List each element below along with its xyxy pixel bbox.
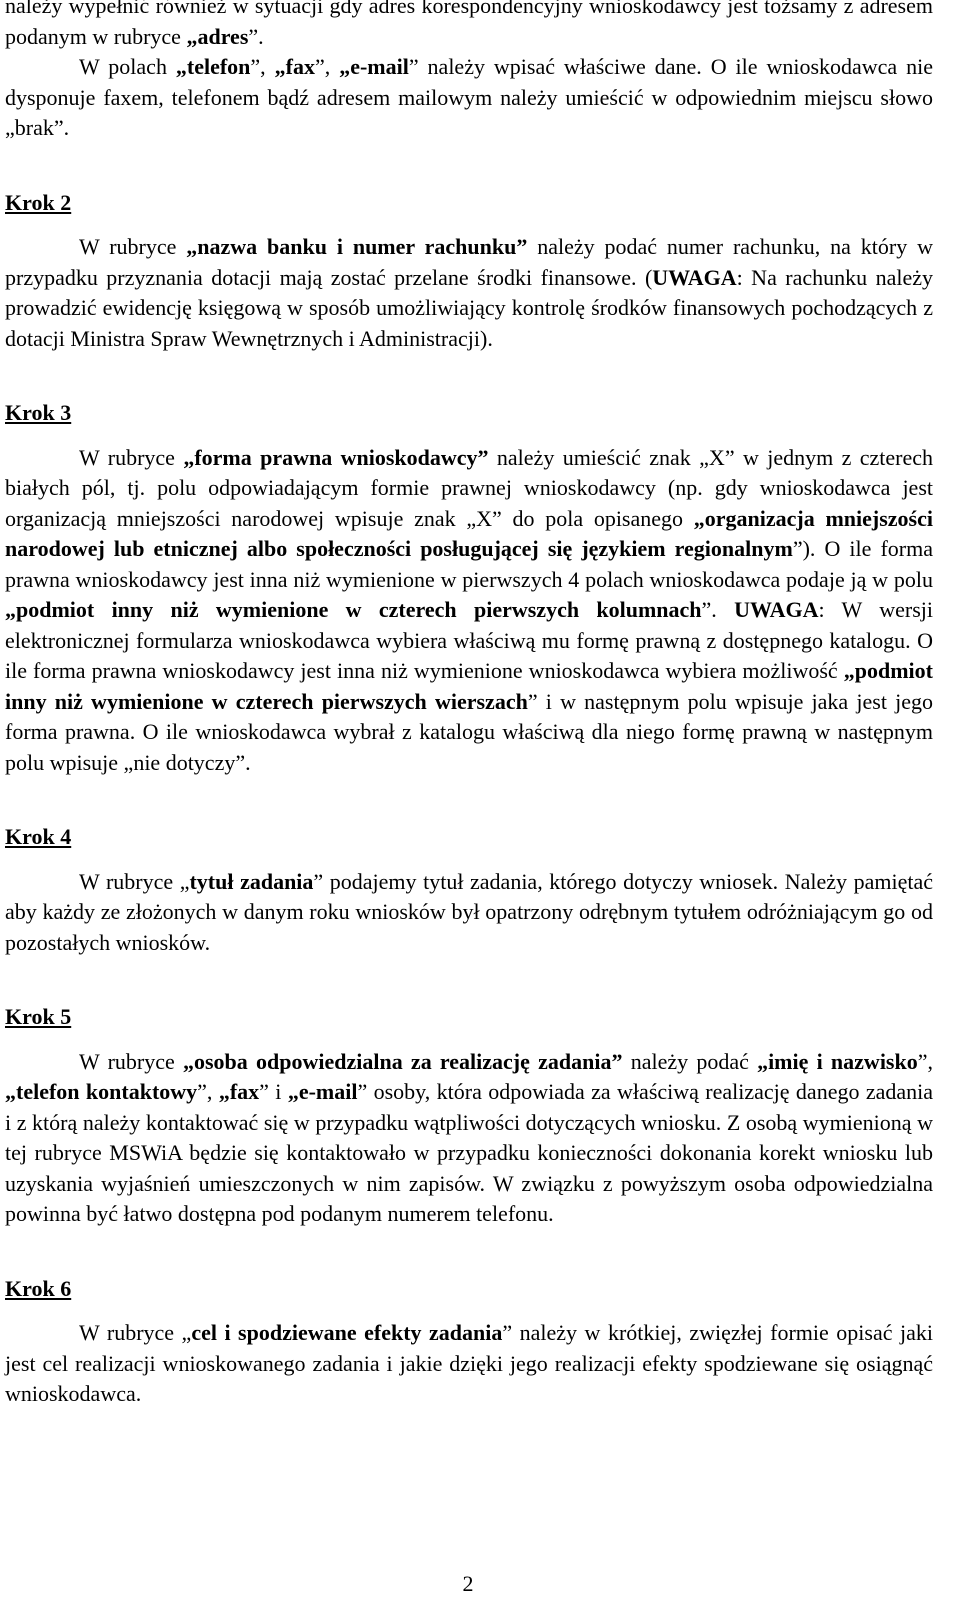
bold-text-run: UWAGA [734,597,819,622]
text-run: ”, [314,54,340,79]
text-run: W rubryce [79,1048,183,1074]
text-run: W rubryce „ [79,1320,192,1345]
bold-text-run: „e-mail [287,1079,358,1104]
document-body [5,0,933,1410]
intro-paragraph-1 [5,0,933,52]
text-run: W rubryce [79,444,184,470]
step-4-paragraph [5,867,933,959]
bold-text-run: „fax [218,1079,260,1104]
bold-text-run: UWAGA [652,264,737,290]
bold-text-run: „osoba odpowiedzialna za realizację zadania” [183,1048,623,1074]
bold-text-run: cel i spodziewane efekty zadania [191,1320,503,1345]
step-3-paragraph [5,443,933,779]
bold-text-run: „adres [186,23,249,49]
step-6-paragraph [5,1318,933,1410]
page-number: 2 [462,1571,474,1596]
text-run: ” osoby, która odpowiada za właściwą realizację danego zadania i z którą należy kontaktować się w przypadku wątpliwości dotyczących wniosku. Z osobą wymienioną w tej rubryce MSWiA będzie się kontaktowało w przypadku konieczności dokonania korekt wniosku lub uzyskania wyjaśnień umieszczonych w nim zapisów. W związku z powyższym osoba odpowiedzialna powinna być łatwo dostępna pod podanym numerem telefonu. [5,1079,934,1226]
bold-text-run: „telefon [175,54,251,79]
text-run: ” należy wpisać właściwe dane. O ile wnioskodawca nie dysponuje faxem, telefonem bądź adresem mailowym należy umieścić w odpowiednim miejscu słowo „brak”. [5,54,934,140]
intro-paragraph-2 [5,52,933,144]
text-run: W polach [79,54,176,79]
text-run: W rubryce „ [79,868,190,894]
bold-text-run: „organizacja mniejszości narodowej lub etnicznej albo społeczności posługującej się językiem regionalnym [5,505,933,561]
text-run: należy podać numer rachunku, na który w przypadku przyznania dotacji mają zostać przelane środki finansowe. ( [5,234,933,290]
text-run: ” podajemy tytuł zadania, którego dotyczy wniosek. Należy pamiętać aby każdy ze złożonych w danym roku wniosków był opatrzony odrębnym tytułem odróżniającym go od pozostałych wniosków. [5,868,933,955]
text-run: należy wypełnić również w sytuacji gdy adres korespondencyjny wnioskodawcy jest tożsamy z adresem podanym w rubryce [5,0,933,49]
step-3-heading: Krok 3 [5,400,72,425]
step-2-paragraph [5,232,933,354]
text-run: : W wersji elektronicznej formularza wnioskodawca wybiera właściwą mu formę prawną z dostępnego katalogu. O ile forma prawna wnioskodawcy jest inna niż wymienione wnioskodawca wybiera możliwość [5,597,933,683]
text-run: : Na rachunku należy prowadzić ewidencję księgową w sposób umożliwiający kontrolę środków finansowych pochodzących z dotacji Ministra Spraw Wewnętrznych i Administracji). [5,264,933,351]
step-5-heading: Krok 5 [5,1004,72,1029]
text-run: ”, [250,54,275,79]
bold-text-run: „forma prawna wnioskodawcy” [183,444,489,470]
step-5-paragraph [5,1047,933,1230]
text-run: W rubryce [79,234,187,259]
bold-text-run: „e-mail [339,54,409,79]
bold-text-run: „fax [274,54,315,79]
step-6-heading: Krok 6 [5,1275,72,1301]
text-run: ” i w następnym polu wpisuje jaka jest jego forma prawna. O ile wnioskodawca wybrał z katalogu właściwą dla niego formę prawną w następnym polu wpisuje „nie dotyczy”. [5,688,933,775]
text-run: należy umieścić znak „X” w jednym z czterech białych pól, tj. polu odpowiadającym formie prawnej wnioskodawcy (np. gdy wnioskodawca jest organizacją mniejszości narodowej wpisuje znak „X” do pola opisanego [5,444,933,531]
text-run: ”, [197,1079,219,1104]
text-run: ”. [701,597,735,622]
bold-text-run: „telefon kontaktowy [5,1079,198,1104]
bold-text-run: „podmiot inny niż wymienione w czterech pierwszych kolumnach [5,597,702,622]
text-run: ”. [248,23,264,49]
text-run: ”). O ile forma prawna wnioskodawcy jest inna niż wymienione w pierwszych 4 polach wnioskodawca podaje ją w polu [5,536,933,592]
step-4-heading: Krok 4 [5,824,72,849]
bold-text-run: tytuł zadania [189,868,314,894]
text-run: ” należy w krótkiej, zwięzłej formie opisać jaki jest cel realizacji wnioskowanego zadania i jakie dzięki jego realizacji efekty spodziewane się osiągnąć wnioskodawca. [5,1320,933,1406]
text-run: ” i [259,1079,288,1104]
bold-text-run: „nazwa banku i numer rachunku” [186,234,528,259]
text-run: ”, [917,1048,933,1074]
step-2-heading: Krok 2 [5,189,72,215]
bold-text-run: „podmiot inny niż wymienione w czterech pierwszych wierszach [5,658,933,714]
text-run: należy podać [622,1048,758,1074]
bold-text-run: „imię i nazwisko [757,1048,918,1074]
